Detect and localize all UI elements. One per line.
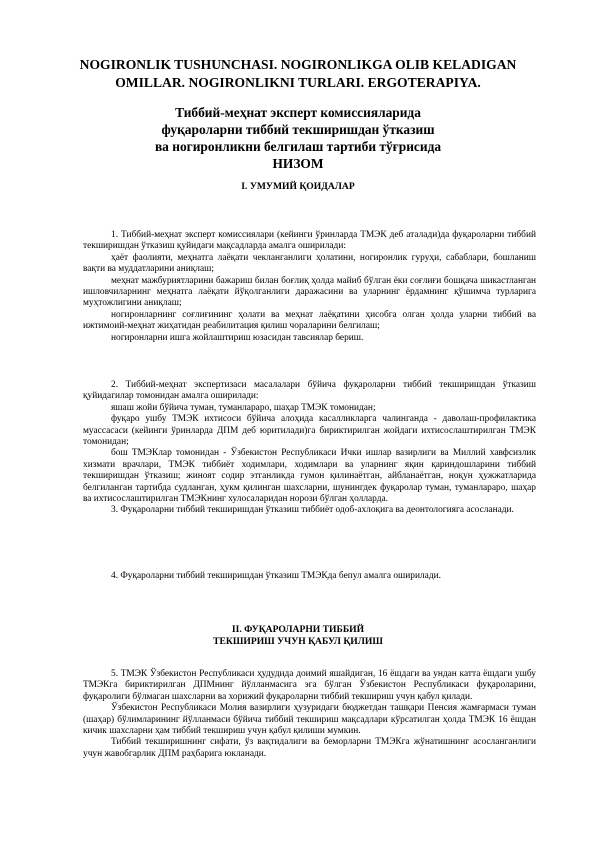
paragraph: Тиббий текширишнинг сифати, ўз вақтидалиги ва беморларни ТМЭКга жўнатишнинг асосланганлиги учун жавобгарлик ДПМ раҳбарига юкланади. <box>83 737 536 759</box>
section-2-heading <box>60 624 536 648</box>
paragraph: бош ТМЭКлар томонидан - Ўзбекистон Республикаси Ички ишлар вазирлиги ва Миллий хавфсизлик хизмати врачлари, ТМЭК тиббиёт ходимлари, ходимлари ва уларнинг яқин қариндошларини тиббий текширишдан ўтказиш; жиноят содир этганликда гумон қилинаётган, айбланаётган, ноқун ҳужжатларида белгиланган тартибда судланган, ҳукм қилинган шахсларни, шунингдек фуқаролар туман, туманлараро, шаҳар ва ихтисослаштирилган ТМЭКнинг хулосаларидан норози бўлган ҳолларда. <box>83 448 536 505</box>
section-1-heading: I. УМУМИЙ ҚОИДАЛАР <box>241 181 355 192</box>
paragraph: 3. Фуқароларни тиббий текширишдан ўтказиш тиббиёт одоб-ахлоқига ва деонтологияга асосланади. <box>111 505 514 516</box>
paragraph: 4. Фуқароларни тиббий текширишдан ўтказиш ТМЭКда бепул амалга оширилади. <box>111 571 441 581</box>
main-title-line: OMILLAR. NOGIRONLIKNI TURLARI. ERGOTERAPIYA. <box>115 75 481 90</box>
paragraph: Ўзбекистон Республикаси Молия вазирлиги ҳузуридаги бюджетдан ташқари Пенсия жамғармаси туман (шаҳар) бўлимларининг йўлланмаси бўйича тиббий текшириш мақсадлари кўрсатилган ҳолда ТМЭК 16 ёшдан кичик шахсларни ҳам тиббий текшириш учун қабул қилиши мумкин. <box>83 703 536 737</box>
paragraph: 2. Тиббий-меҳнат экспертизаси масалалари бўйича фуқароларни тиббий текширишдан ўтказиш қуйидагилар томонидан амалга оширилади: <box>83 380 536 402</box>
document-title-line: НИЗОМ <box>272 156 324 171</box>
paragraph: 5. ТМЭК Ўзбекистон Республикаси ҳудудида доимий яшайдиган, 16 ёшдаги ва ундан катта ёшдаги ушбу ТМЭКга бириктирилган ДПМнинг йўлланмасига эга бўлган Ўзбекистон Республикаси фуқароларини, фуқаролиги бўлмаган шахсларни ва хорижий фуқароларни тиббий текшириш учун қабул қилади. <box>83 669 536 702</box>
main-title <box>60 56 536 92</box>
section-1-paragraphs <box>83 230 536 344</box>
paragraph: фуқаро ушбу ТМЭК ихтисоси бўйича алоҳида касалликларга чалинганда - даволаш-профилактика муассасаси (кейинги ўринларда ДПМ деб юритилади)га бириктирилган жойдаги ихтисослаштирилган ТМЭК томонидан; <box>83 414 536 448</box>
document-title-line: Тиббий-меҳнат эксперт комиссияларида <box>175 105 421 120</box>
document-title <box>60 104 536 172</box>
section-2-heading-line: ТЕКШИРИШ УЧУН ҚАБУЛ ҚИЛИШ <box>213 636 383 647</box>
paragraph: ҳаёт фаолияти, меҳнатга лаёқати чекланганлиги ҳолатини, ногиронлик гуруҳи, сабаблари, бошланиш вақти ва муддатларини аниқлаш; <box>83 252 536 275</box>
paragraph: меҳнат мажбуриятларини бажариш билан боғлиқ ҳолда майиб бўлган ёки соғлиғи бошқача шикастланган ишловчиларнинг меҳнатга лаёқати йўқолганлиги даражасини ва уларнинг ёрдамнинг қўшимча турларига муҳтожлигини аниқлаш; <box>83 275 536 309</box>
document-title-line: фуқароларни тиббий текширишдан ўтказиш <box>161 122 435 137</box>
section-2-heading-line: II. ФУҚАРОЛАРНИ ТИББИЙ <box>231 624 365 635</box>
paragraph: ногиронларни ишга жойлаштириш юзасидан тавсиялар бериш. <box>111 332 364 343</box>
document-title-line: ва ногиронликни белгилаш тартиби тўғрисида <box>154 139 442 154</box>
section-1-paragraphs-2 <box>83 380 536 517</box>
paragraph: яшаш жойи бўйича туман, туманлараро, шаҳар ТМЭК томонидан; <box>111 402 376 413</box>
paragraph: 1. Тиббий-меҳнат эксперт комиссиялари (кейинги ўринларда ТМЭК деб аталади)да фуқароларни тиббий текширишдан ўтказиш қуйидаги мақсадларда амалга оширилади: <box>83 230 536 252</box>
main-title-line: NOGIRONLIK TUSHUNCHASI. NOGIRONLIKGA OLIB KELADIGAN <box>79 57 517 72</box>
section-2-paragraphs <box>83 669 536 760</box>
paragraph-4-block <box>83 571 536 582</box>
paragraph: ногиронларнинг соғлиғининг ҳолати ва меҳнат лаёқатини ҳисобга олган ҳолда уларни тиббий ва ижтимоий-меҳнат жиҳатидан реабилитация қилиш чораларини белгилаш; <box>83 309 536 332</box>
